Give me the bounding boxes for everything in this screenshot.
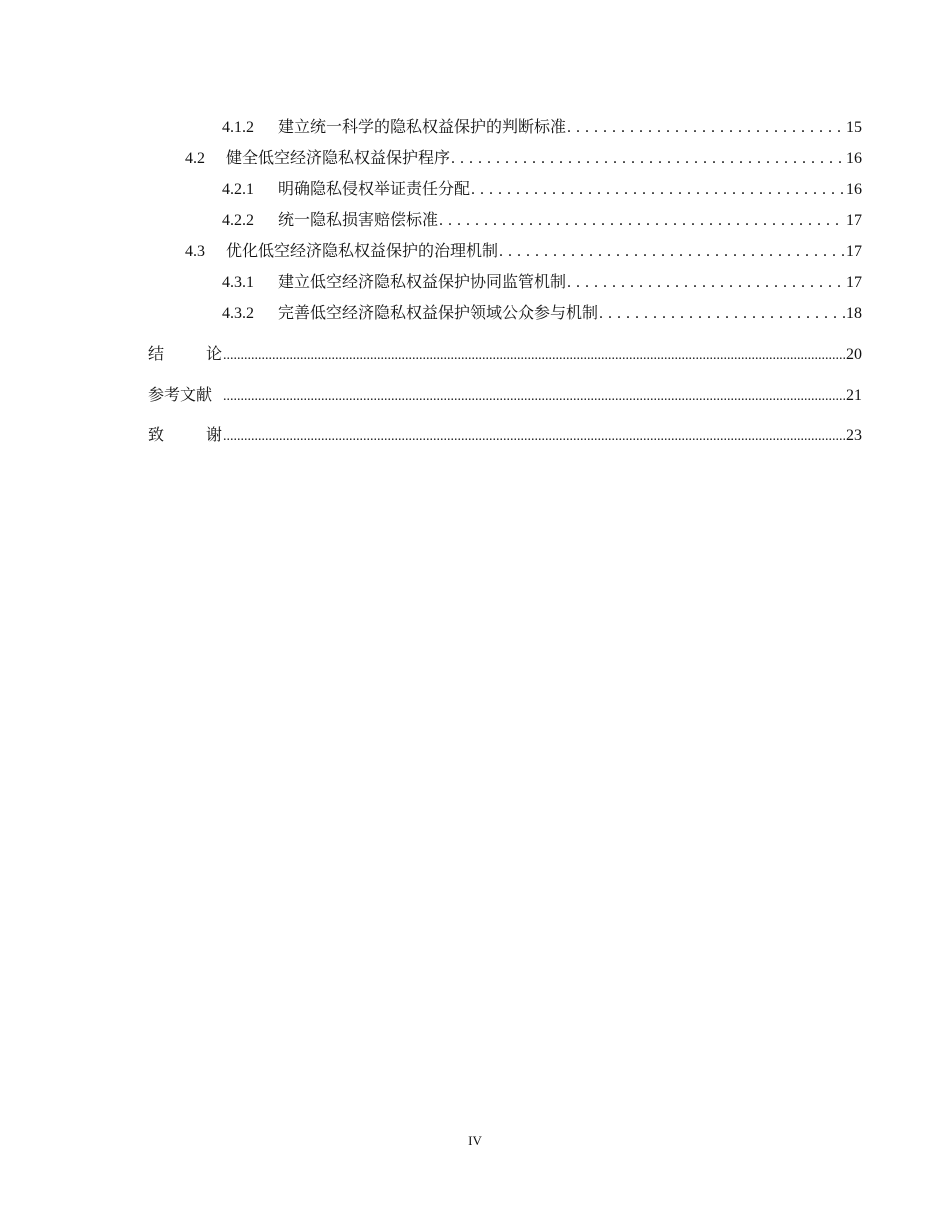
toc-chapter-title bbox=[148, 344, 222, 364]
toc-entry-page: 16 bbox=[846, 181, 862, 198]
toc-chapter-title-char: 结 bbox=[148, 344, 165, 363]
dot-leader bbox=[567, 118, 845, 138]
toc-chapter-page: 21 bbox=[846, 387, 862, 404]
toc-chapter-title-char: 致 bbox=[148, 425, 165, 444]
toc-entry-number: 4.2.1 bbox=[222, 181, 254, 198]
dot-leader bbox=[567, 273, 845, 293]
toc-entry-4-3[interactable] bbox=[185, 242, 862, 262]
toc-entry-title: 健全低空经济隐私权益保护程序 bbox=[226, 150, 451, 167]
toc-entry-number: 4.3.2 bbox=[222, 305, 254, 322]
toc-entry-page: 18 bbox=[846, 305, 862, 322]
toc-entry-4-2-2[interactable] bbox=[222, 211, 862, 231]
dot-leader bbox=[451, 149, 845, 169]
toc-chapter-title: 参考文献 bbox=[148, 385, 213, 404]
toc-entry-number: 4.1.2 bbox=[222, 119, 254, 136]
toc-entry-title: 完善低空经济隐私权益保护领域公众参与机制 bbox=[278, 305, 599, 322]
toc-entry-title: 统一隐私损害赔偿标准 bbox=[278, 212, 439, 229]
toc-entry-number: 4.2.2 bbox=[222, 212, 254, 229]
dot-leader bbox=[599, 304, 845, 324]
toc-entry-title: 建立统一科学的隐私权益保护的判断标准 bbox=[278, 119, 567, 136]
toc-entry-4-3-1[interactable] bbox=[222, 273, 862, 293]
toc-entry-title: 建立低空经济隐私权益保护协同监管机制 bbox=[278, 274, 567, 291]
toc-entry-4-2-1[interactable] bbox=[222, 180, 862, 200]
toc-chapter-title bbox=[148, 425, 222, 445]
toc-entry-number: 4.3.1 bbox=[222, 274, 254, 291]
toc-entry-title: 明确隐私侵权举证责任分配 bbox=[278, 181, 471, 198]
toc-chapter-title-char: 论 bbox=[205, 344, 222, 363]
toc-chapter-conclusion[interactable] bbox=[148, 344, 862, 366]
toc-entry-number: 4.2 bbox=[185, 150, 205, 167]
toc-entry-4-2[interactable] bbox=[185, 149, 862, 169]
toc-entry-page: 17 bbox=[846, 212, 862, 229]
toc-chapter-page: 23 bbox=[846, 427, 862, 444]
toc-entry-page: 17 bbox=[846, 243, 862, 260]
toc-entry-number: 4.3 bbox=[185, 243, 205, 260]
toc-entry-4-3-2[interactable] bbox=[222, 304, 862, 324]
dot-leader bbox=[471, 180, 845, 200]
toc-chapter-page: 20 bbox=[846, 346, 862, 363]
dot-leader bbox=[223, 344, 845, 366]
toc-entry-page: 17 bbox=[846, 274, 862, 291]
dot-leader bbox=[223, 425, 845, 447]
toc-entry-4-1-2[interactable] bbox=[222, 118, 862, 138]
page-number-footer: IV bbox=[468, 1133, 482, 1148]
toc-entry-title: 优化低空经济隐私权益保护的治理机制 bbox=[226, 243, 499, 260]
toc-chapter-title-char: 谢 bbox=[205, 425, 222, 444]
dot-leader bbox=[223, 385, 845, 407]
dot-leader bbox=[439, 211, 845, 231]
toc-entry-page: 16 bbox=[846, 150, 862, 167]
dot-leader bbox=[499, 242, 845, 262]
toc-entry-page: 15 bbox=[846, 119, 862, 136]
toc-chapter-references[interactable] bbox=[148, 385, 862, 407]
toc-chapter-acknowledgements[interactable] bbox=[148, 425, 862, 447]
